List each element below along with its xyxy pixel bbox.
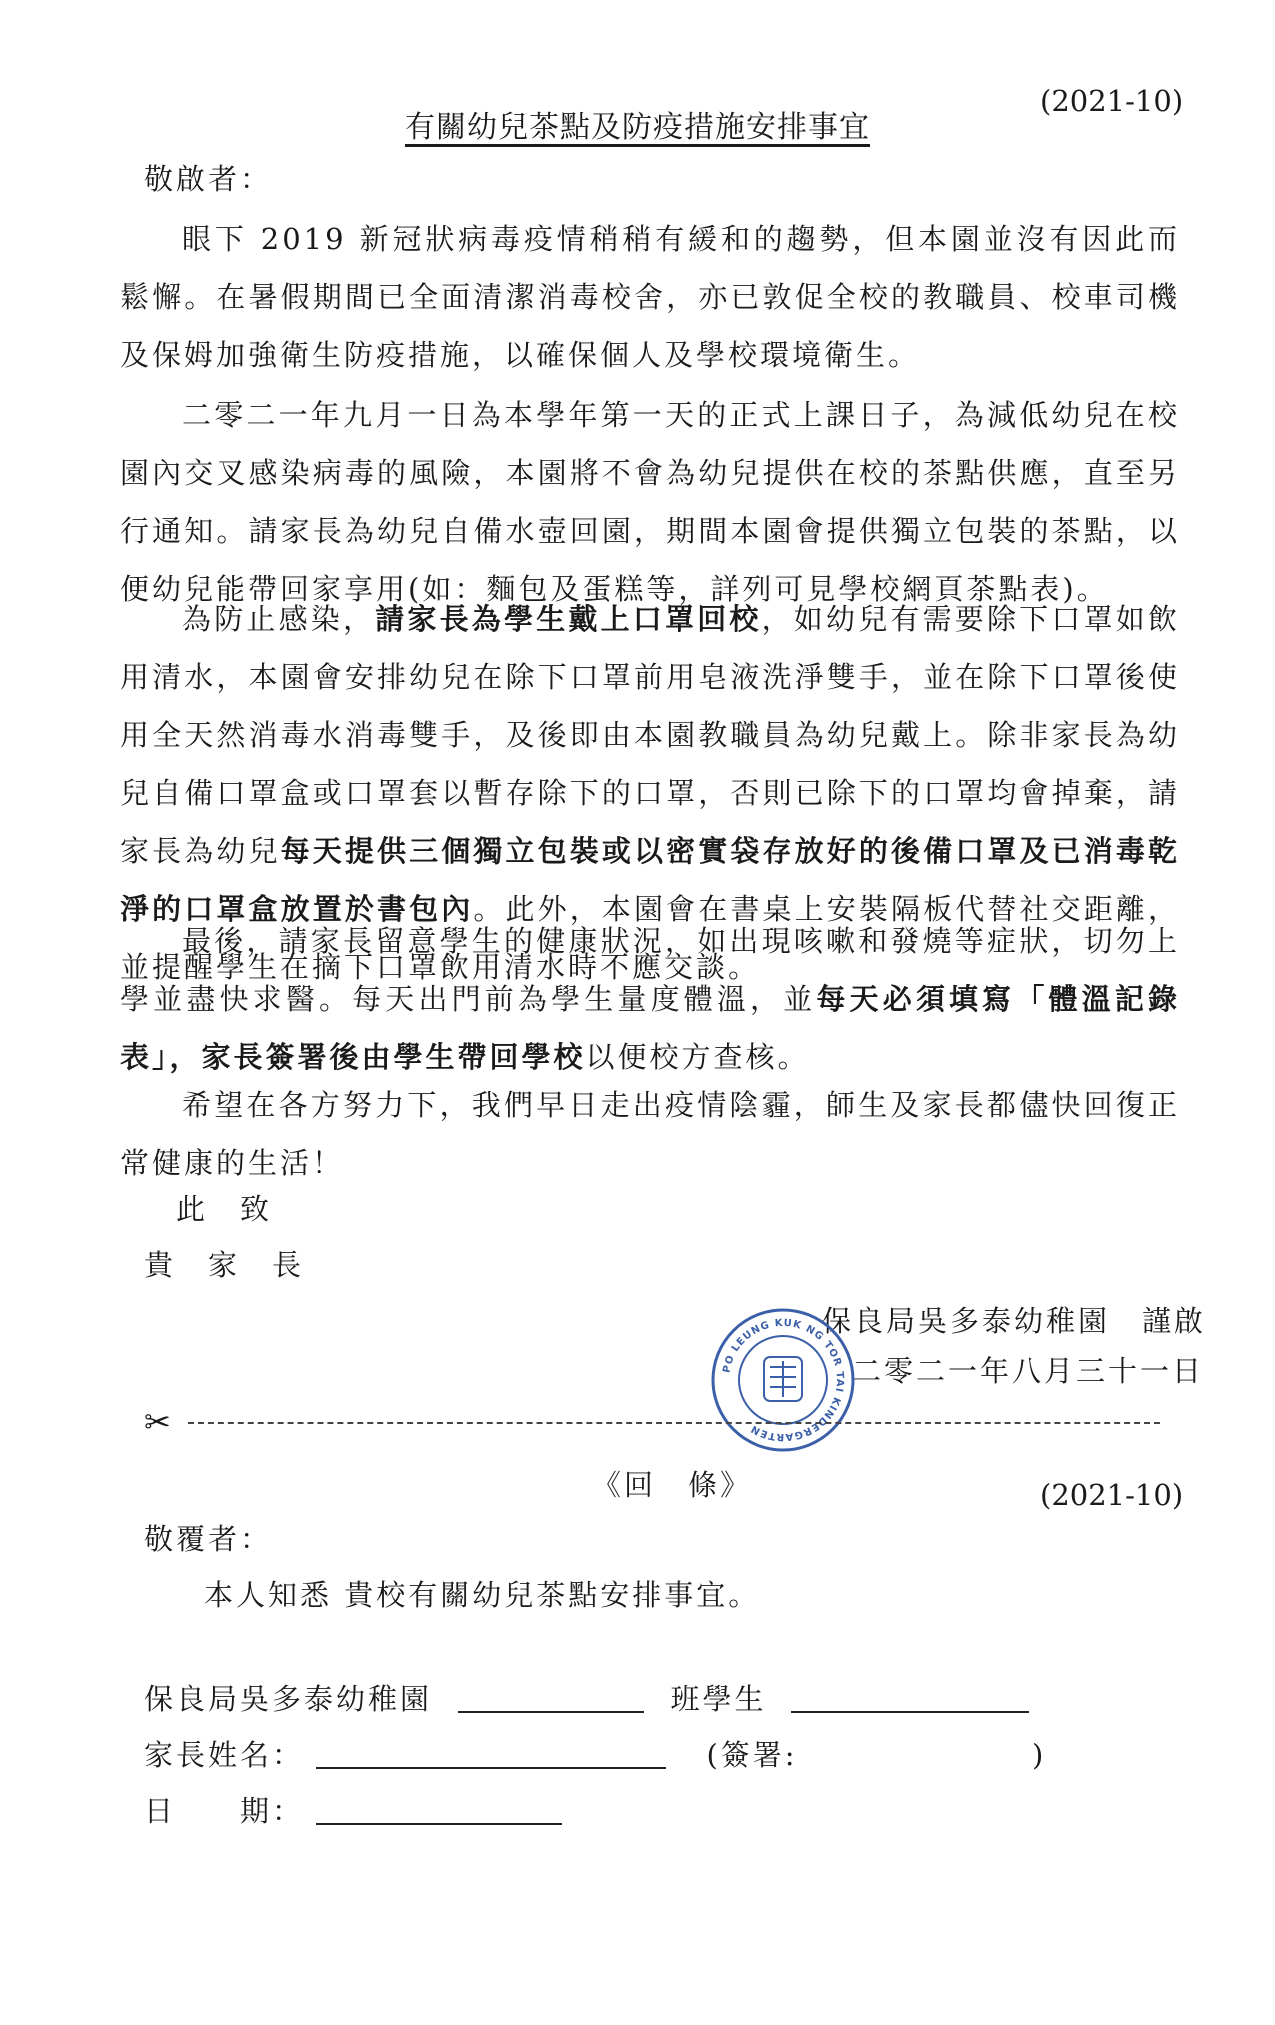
date-line: 日 期： [144,1782,562,1840]
cut-line [140,1402,1160,1442]
closing-zhi: 此 致 [176,1192,273,1226]
temperature-instruction: 每天必須填寫「體溫記錄表」，家長簽署後由學生帶回學校 [120,982,1180,1074]
paragraph-5: 希望在各方努力下，我們早日走出疫情陰霾，師生及家長都儘快回復正常健康的生活！ [120,1088,1180,1180]
notice-title: 有關幼兒茶點及防疫措施安排事宜 [405,110,870,145]
closing-recipient: 貴 家 長 [144,1248,305,1282]
student-name-blank[interactable] [791,1681,1029,1713]
reply-statement: 本人知悉 貴校有關幼兒茶點安排事宜。 [204,1578,761,1612]
salutation: 敬啟者： [144,162,273,196]
paragraph-1: 眼下 2019 新冠狀病毒疫情稍稍有緩和的趨勢，但本園並沒有因此而鬆懈。在暑假期間已全面清潔消毒校舍，亦已敦促全校的教職員、校車司機及保姆加強衛生防疫措施，以確保個人及學校環境衛生。 [120,222,1180,372]
mask-instruction: 請家長為學生戴上口罩回校 [375,602,762,636]
reply-code: (2021-10) [1040,1478,1184,1512]
school-line: 保良局吳多泰幼稚園 班學生 [144,1670,1029,1728]
svg-text:PO LEUNG KUK NG TOR TAI KINDER: PO LEUNG KUK NG TOR TAI KINDERGARTEN [721,1317,846,1443]
scissors-icon: ✂ [144,1403,171,1441]
class-blank[interactable] [458,1681,644,1713]
closing-date: 二零二一年八月三十一日 [852,1354,1205,1388]
reply-salutation: 敬覆者： [144,1522,273,1556]
date-blank[interactable] [316,1793,562,1825]
closing-sender: 保良局吳多泰幼稚園 謹啟 [822,1304,1207,1338]
paragraph-3: 為防止感染，請家長為學生戴上口罩回校，如幼兒有需要除下口罩如飲用清水，本園會安排幼兒在除下口罩前用皂液洗淨雙手，並在除下口罩後使用全天然消毒水消毒雙手，及後即由本園教職員為幼兒戴上。除非家長為幼兒自備口罩盒或口罩套以暫存除下的口罩，否則已除下的口罩均會掉棄，請家長為幼兒每天提供三個獨立包裝或以密實袋存放好的後備口罩及已消毒乾淨的口罩盒放置於書包內。此外，本園會在書桌上安裝隔板代替社交距離，並提醒學生在摘下口罩飲用清水時不應交談。 [120,602,1180,984]
paragraph-2: 二零二一年九月一日為本學年第一天的正式上課日子，為減低幼兒在校園內交叉感染病毒的風險，本園將不會為幼兒提供在校的茶點供應，直至另行通知。請家長為幼兒自備水壺回園，期間本園會提供獨立包裝的茶點，以便幼兒能帶回家享用(如：麵包及蛋糕等，詳列可見學校網頁茶點表)。 [120,398,1180,606]
parent-line: 家長姓名： (簽署: ) [144,1738,1047,1772]
paragraph-4: 最後，請家長留意學生的健康狀況，如出現咳嗽和發燒等症狀，切勿上學並盡快求醫。每天出門前為學生量度體溫，並每天必須填寫「體溫記錄表」，家長簽署後由學生帶回學校以便校方查核。 [120,924,1180,1074]
reply-title: 《回 條》 [592,1468,753,1502]
notice-code: (2021-10) [1040,84,1184,118]
spare-mask-instruction: 每天提供三個獨立包裝或以密實袋存放好的後備口罩及已消毒乾淨的口罩盒放置於書包內 [120,834,1180,926]
parent-name-blank[interactable] [316,1737,666,1769]
